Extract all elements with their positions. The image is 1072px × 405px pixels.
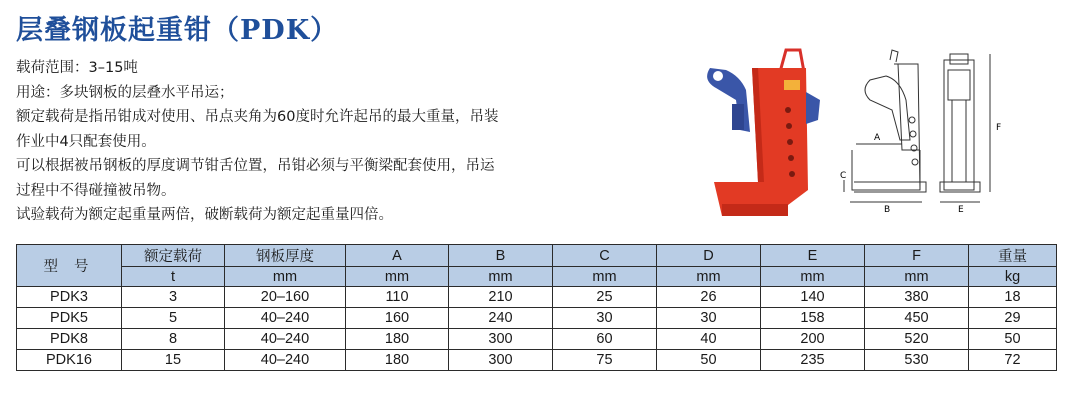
cell-d: 30 bbox=[657, 308, 761, 329]
header-e: E bbox=[761, 245, 865, 267]
header-a: A bbox=[346, 245, 449, 267]
cell-c: 25 bbox=[553, 287, 657, 308]
description-line: 额定载荷是指吊钳成对使用、吊点夹角为60度时允许起吊的最大重量，吊装 bbox=[16, 109, 499, 125]
unit-e: mm bbox=[761, 267, 865, 287]
table-row bbox=[17, 308, 1057, 329]
cell-f: 530 bbox=[865, 350, 969, 371]
dimension-drawing bbox=[840, 40, 1015, 220]
description-line: 试验载荷为额定起重量两倍，破断载荷为额定起重量四倍。 bbox=[16, 207, 393, 223]
cell-plate-thickness: 40–240 bbox=[225, 350, 346, 371]
cell-c: 75 bbox=[553, 350, 657, 371]
cell-model: PDK5 bbox=[17, 308, 122, 329]
unit-rated-load: t bbox=[122, 267, 225, 287]
dim-label-b: B bbox=[884, 205, 891, 215]
cell-model: PDK16 bbox=[17, 350, 122, 371]
dim-label-a: A bbox=[874, 133, 881, 143]
cell-plate-thickness: 20–160 bbox=[225, 287, 346, 308]
spec-table bbox=[16, 244, 1057, 371]
cell-f: 380 bbox=[865, 287, 969, 308]
cell-a: 110 bbox=[346, 287, 449, 308]
header-rated-load: 额定载荷 bbox=[122, 245, 225, 267]
cell-e: 235 bbox=[761, 350, 865, 371]
description-line: 用途：多块钢板的层叠水平吊运； bbox=[16, 84, 234, 101]
cell-model: PDK8 bbox=[17, 329, 122, 350]
cell-d: 26 bbox=[657, 287, 761, 308]
cell-f: 450 bbox=[865, 308, 969, 329]
page-title: 层叠钢板起重钳（PDK） bbox=[16, 15, 339, 46]
cell-rated-load: 5 bbox=[122, 308, 225, 329]
cell-plate-thickness: 40–240 bbox=[225, 308, 346, 329]
header-b: B bbox=[449, 245, 553, 267]
cell-f: 520 bbox=[865, 329, 969, 350]
cell-e: 140 bbox=[761, 287, 865, 308]
header-plate-thickness: 钢板厚度 bbox=[225, 245, 346, 267]
cell-rated-load: 8 bbox=[122, 329, 225, 350]
unit-plate-thickness: mm bbox=[225, 267, 346, 287]
table-row bbox=[17, 287, 1057, 308]
cell-b: 240 bbox=[449, 308, 553, 329]
header-c: C bbox=[553, 245, 657, 267]
header-d: D bbox=[657, 245, 761, 267]
cell-rated-load: 3 bbox=[122, 287, 225, 308]
description-line: 过程中不得碰撞被吊物。 bbox=[16, 182, 176, 199]
description-line: 作业中4只配套使用。 bbox=[16, 133, 156, 150]
cell-weight: 50 bbox=[969, 329, 1057, 350]
cell-plate-thickness: 40–240 bbox=[225, 329, 346, 350]
cell-weight: 29 bbox=[969, 308, 1057, 329]
dim-label-e: E bbox=[958, 205, 964, 215]
cell-d: 40 bbox=[657, 329, 761, 350]
header-weight: 重量 bbox=[969, 245, 1057, 267]
header-model: 型 号 bbox=[17, 245, 122, 287]
cell-b: 300 bbox=[449, 350, 553, 371]
header-f: F bbox=[865, 245, 969, 267]
unit-d: mm bbox=[657, 267, 761, 287]
cell-weight: 18 bbox=[969, 287, 1057, 308]
table-row bbox=[17, 350, 1057, 371]
unit-c: mm bbox=[553, 267, 657, 287]
description-line: 载荷范围：3–15吨 bbox=[16, 60, 138, 76]
product-description bbox=[16, 56, 636, 228]
cell-a: 180 bbox=[346, 329, 449, 350]
cell-e: 158 bbox=[761, 308, 865, 329]
cell-e: 200 bbox=[761, 329, 865, 350]
unit-a: mm bbox=[346, 267, 449, 287]
cell-a: 180 bbox=[346, 350, 449, 371]
cell-d: 50 bbox=[657, 350, 761, 371]
table-row bbox=[17, 329, 1057, 350]
cell-model: PDK3 bbox=[17, 287, 122, 308]
description-line: 可以根据被吊钢板的厚度调节钳舌位置，吊钳必须与平衡梁配套使用，吊运 bbox=[16, 158, 495, 174]
cell-a: 160 bbox=[346, 308, 449, 329]
dim-label-f: F bbox=[996, 123, 1002, 133]
cell-c: 60 bbox=[553, 329, 657, 350]
unit-f: mm bbox=[865, 267, 969, 287]
cell-b: 210 bbox=[449, 287, 553, 308]
cell-b: 300 bbox=[449, 329, 553, 350]
dim-label-c: C bbox=[840, 171, 847, 181]
clamp-photo bbox=[688, 40, 838, 220]
unit-b: mm bbox=[449, 267, 553, 287]
unit-weight: kg bbox=[969, 267, 1057, 287]
cell-rated-load: 15 bbox=[122, 350, 225, 371]
cell-c: 30 bbox=[553, 308, 657, 329]
cell-weight: 72 bbox=[969, 350, 1057, 371]
